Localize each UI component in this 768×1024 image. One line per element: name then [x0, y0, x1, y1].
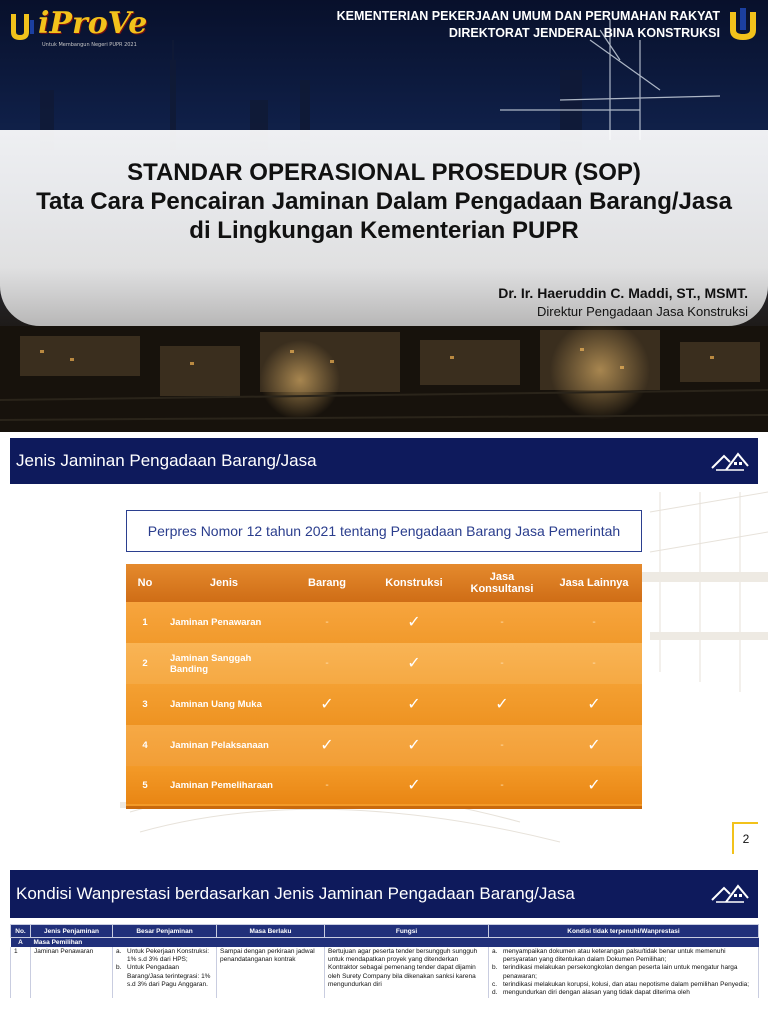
konstruksi-cell	[370, 766, 458, 807]
jenis-cell: Jaminan Pelaksanaan	[170, 740, 269, 751]
konsultansi-cell	[458, 766, 546, 807]
column-header: Konstruksi	[385, 577, 443, 589]
list-text: Untuk Pekerjaan Konstruksi: 1% s.d 3% dari HPS;	[127, 948, 210, 964]
konstruksi-cell	[370, 602, 458, 643]
ministry-heading	[337, 8, 720, 42]
title-slide	[0, 0, 768, 432]
column-header: Jenis	[209, 577, 239, 589]
jenis-jaminan-table	[126, 564, 642, 809]
list-item	[116, 964, 213, 989]
title-line-2: Tata Cara Pencairan Jaminan Dalam Pengadaan Barang/Jasa	[36, 188, 732, 215]
kondisi-cell	[489, 947, 759, 998]
column-header: No	[137, 577, 153, 589]
jenis-penjaminan-cell: Jaminan Penawaran	[31, 947, 113, 998]
group-label: Masa Pemilihan	[31, 938, 759, 948]
table-row	[11, 947, 759, 998]
list-item	[492, 981, 755, 989]
column-header: Kondisi tidak terpenuhi/Wanprestasi	[489, 925, 759, 938]
table-header-row	[11, 925, 759, 938]
regulation-text: Perpres Nomor 12 tahun 2021 tentang Pengadaan Barang Jasa Pemerintah	[147, 523, 621, 539]
table-row	[126, 643, 642, 684]
column-header: Besar Penjaminan	[113, 925, 217, 938]
check-icon: ✓	[320, 736, 334, 754]
list-text: terindikasi melakukan persekongkolan dengan peserta lain untuk mengatur harga penawaran;	[503, 964, 738, 980]
list-label: c.	[492, 980, 498, 988]
column-header: Masa Berlaku	[217, 925, 325, 938]
dash-mark: -	[325, 617, 329, 628]
list-text: mengundurkan diri dengan alasan yang tidak dapat diterima oleh	[503, 989, 690, 997]
row-number: 5	[142, 780, 148, 792]
logo-tagline: Untuk Membangun Negeri PUPR 2021	[42, 42, 137, 48]
dash-mark: -	[500, 658, 504, 669]
dash-mark: -	[325, 780, 329, 792]
column-header: Jasa Lainnya	[559, 577, 629, 589]
barang-cell	[284, 725, 370, 766]
column-header: No.	[11, 925, 31, 938]
check-icon: ✓	[587, 695, 601, 713]
slide-header-title: Kondisi Wanprestasi berdasarkan Jenis Jaminan Pengadaan Barang/Jasa	[16, 884, 575, 903]
dash-mark: -	[592, 617, 596, 628]
list-label: b.	[492, 964, 498, 972]
masa-berlaku-cell: Sampai dengan perkiraan jadwal penandatanganan kontrak	[217, 947, 325, 998]
group-row	[11, 938, 759, 948]
author-block	[498, 284, 748, 321]
lainnya-cell	[546, 725, 642, 766]
group-code: A	[11, 938, 31, 948]
slide-header-title: Jenis Jaminan Pengadaan Barang/Jasa	[16, 451, 317, 470]
fungsi-cell: Bertujuan agar peserta tender bersungguh sungguh untuk mendapatkan proyek yang ditenderkan Kontraktor sebagai pemenang tender dapat dijamin oleh Surety Company bila dikenakan sanksi karena mengundurkan diri	[325, 947, 489, 998]
iprove-logo	[8, 6, 178, 48]
list-item	[492, 964, 755, 980]
row-number: 2	[142, 658, 148, 669]
dash-mark: -	[500, 780, 504, 792]
row-number: 1	[142, 617, 148, 628]
barang-cell	[284, 684, 370, 725]
dash-mark: -	[500, 740, 504, 751]
konstruksi-cell	[370, 643, 458, 684]
lainnya-cell	[546, 643, 642, 684]
page-number: 2	[742, 832, 750, 846]
konsultansi-cell	[458, 643, 546, 684]
check-icon: ✓	[407, 613, 421, 631]
list-text: Untuk Pengadaan Barang/Jasa terintegrasi: 1% s.d 3% dari Pagu Anggaran.	[127, 964, 211, 988]
konsultansi-cell	[458, 725, 546, 766]
check-icon: ✓	[587, 736, 601, 754]
row-number: 1	[11, 947, 31, 998]
check-icon: ✓	[495, 695, 509, 713]
jenis-cell: Jaminan Pemeliharaan	[170, 780, 273, 792]
jenis-cell: Jaminan Penawaran	[170, 617, 262, 628]
ministry-line-1: KEMENTERIAN PEKERJAAN UMUM DAN PERUMAHAN RAKYAT	[336, 9, 720, 23]
wanprestasi-table	[10, 924, 759, 998]
author-name: Dr. Ir. Haeruddin C. Maddi, ST., MSMT.	[498, 285, 748, 301]
house-logo-icon	[710, 448, 750, 474]
slide-header	[10, 438, 758, 484]
column-header: Jasa Konsultansi	[470, 571, 534, 595]
list-item	[492, 948, 755, 964]
slide-title	[0, 158, 768, 245]
column-header: Fungsi	[325, 925, 489, 938]
title-line-1: STANDAR OPERASIONAL PROSEDUR (SOP)	[127, 159, 641, 186]
row-number: 4	[142, 740, 148, 751]
slide-header	[10, 870, 758, 918]
list-item	[116, 948, 213, 964]
lainnya-cell	[546, 684, 642, 725]
jenis-cell: Jaminan Uang Muka	[170, 699, 262, 710]
dash-mark: -	[325, 658, 329, 669]
barang-cell	[284, 766, 370, 807]
list-label: d.	[492, 989, 498, 997]
list-item	[492, 989, 755, 997]
list-text: menyampaikan dokumen atau keterangan palsu/tidak benar untuk memenuhi persyaratan yang ditentukan dalam Dokumen Pemilihan;	[503, 948, 726, 964]
konsultansi-cell	[458, 684, 546, 725]
list-text: terindikasi melakukan korupsi, kolusi, dan atau nepotisme dalam pemilihan Penyedia;	[503, 980, 750, 988]
column-header: Jenis Penjaminan	[31, 925, 113, 938]
list-label: b.	[116, 964, 122, 972]
page-number-badge	[732, 822, 758, 854]
check-icon: ✓	[320, 695, 334, 713]
regulation-box	[126, 510, 642, 552]
barang-cell	[284, 602, 370, 643]
konstruksi-cell	[370, 725, 458, 766]
author-role: Direktur Pengadaan Jasa Konstruksi	[536, 304, 748, 319]
barang-cell	[284, 643, 370, 684]
table-row	[126, 766, 642, 807]
lainnya-cell	[546, 602, 642, 643]
dash-mark: -	[592, 658, 596, 669]
table-row	[126, 602, 642, 643]
list-label: a.	[492, 948, 498, 955]
konstruksi-cell	[370, 684, 458, 725]
pupr-logo-icon	[726, 6, 760, 46]
row-number: 3	[142, 699, 148, 710]
check-icon: ✓	[587, 776, 601, 794]
check-icon: ✓	[407, 736, 421, 754]
table-row	[126, 725, 642, 766]
column-header: Barang	[308, 577, 346, 589]
lainnya-cell	[546, 766, 642, 807]
table-header-row	[126, 564, 642, 602]
wanprestasi-slide	[0, 864, 768, 1024]
check-icon: ✓	[407, 695, 421, 713]
konsultansi-cell	[458, 602, 546, 643]
jenis-cell: Jaminan Sanggah Banding	[170, 652, 252, 675]
check-icon: ✓	[407, 654, 421, 672]
dash-mark: -	[500, 617, 504, 628]
title-line-3: di Lingkungan Kementerian PUPR	[189, 217, 579, 244]
house-logo-icon	[710, 880, 750, 906]
list-label: a.	[116, 948, 122, 955]
table-row	[126, 684, 642, 725]
logo-text: iProVe	[38, 6, 148, 41]
logo-mark-icon	[8, 10, 36, 44]
jenis-jaminan-slide	[0, 432, 768, 864]
check-icon: ✓	[407, 776, 421, 794]
besar-penjaminan-cell	[113, 947, 217, 998]
ministry-line-2: DIREKTORAT JENDERAL BINA KONSTRUKSI	[448, 26, 720, 40]
